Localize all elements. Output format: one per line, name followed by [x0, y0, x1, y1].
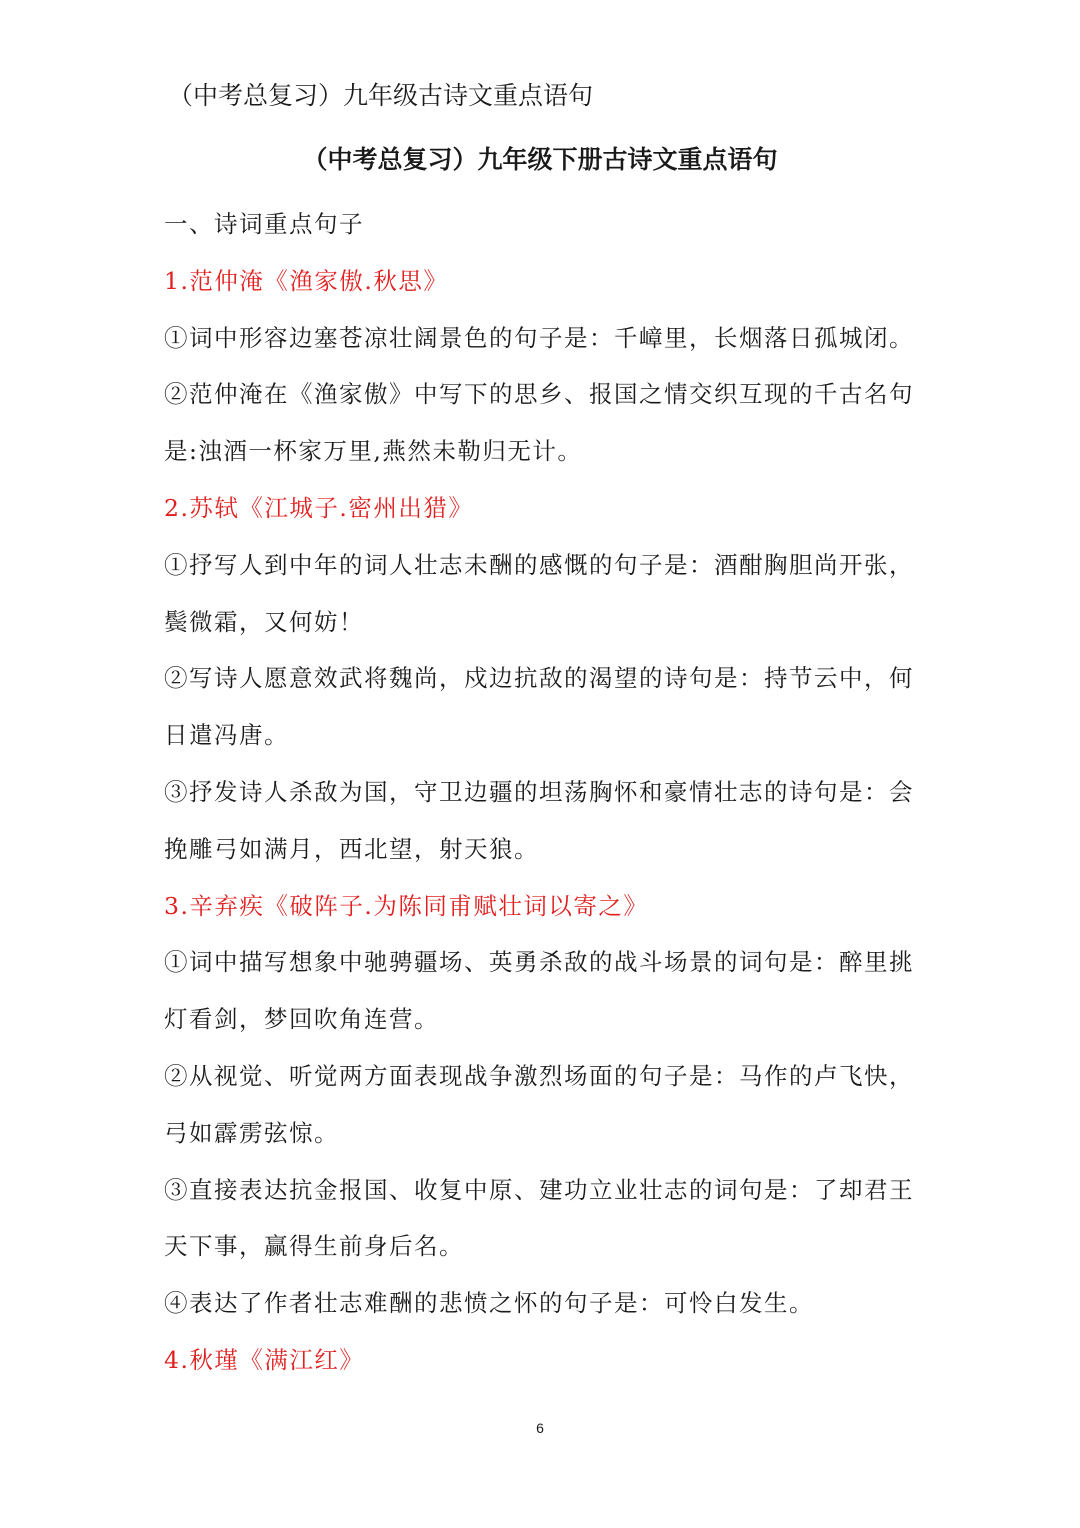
poem-line: 灯看剑，梦回吹角连营。	[164, 1005, 439, 1034]
poem-line: 日遣冯唐。	[164, 721, 289, 750]
poem-line: ③直接表达抗金报国、收复中原、建功立业壮志的词句是：了却君王	[164, 1175, 914, 1204]
document-body	[164, 196, 920, 1389]
poem-heading-3: 3.辛弃疾《破阵子.为陈同甫赋壮词以寄之》	[164, 891, 649, 920]
poem-line: 弓如霹雳弦惊。	[164, 1118, 339, 1147]
poem-line: ①抒写人到中年的词人壮志未酬的感慨的句子是：酒酣胸胆尚开张，	[164, 550, 914, 579]
poem-heading-4: 4.秋瑾《满江红》	[164, 1345, 365, 1374]
section-heading: 一、诗词重点句子	[164, 210, 364, 238]
poem-line: 天下事，赢得生前身后名。	[164, 1232, 464, 1261]
poem-line: ②写诗人愿意效武将魏尚，戍边抗敌的渴望的诗句是：持节云中，何	[164, 664, 914, 693]
poem-line: 挽雕弓如满月，西北望，射天狼。	[164, 834, 539, 863]
poem-line: ④表达了作者壮志难酬的悲愤之怀的句子是：可怜白发生。	[164, 1289, 814, 1318]
poem-line: ③抒发诗人杀敌为国，守卫边疆的坦荡胸怀和豪情壮志的诗句是：会	[164, 777, 914, 806]
document-header: （中考总复习）九年级古诗文重点语句	[168, 81, 594, 110]
poem-line: ②范仲淹在《渔家傲》中写下的思乡、报国之情交织互现的千古名句	[164, 380, 914, 409]
document-title: （中考总复习）九年级下册古诗文重点语句	[302, 145, 778, 174]
poem-line: ①词中形容边塞苍凉壮阔景色的句子是：千嶂里，长烟落日孤城闭。	[164, 323, 914, 352]
poem-line: ①词中描写想象中驰骋疆场、英勇杀敌的战斗场景的词句是：醉里挑	[164, 948, 914, 977]
poem-line: ②从视觉、听觉两方面表现战争激烈场面的句子是：马作的卢飞快，	[164, 1061, 914, 1090]
poem-line: 鬓微霜，又何妨！	[164, 607, 364, 636]
poem-heading-2: 2.苏轼《江城子.密州出猎》	[164, 493, 474, 522]
page-number: 6	[536, 1420, 544, 1436]
poem-heading-1: 1.范仲淹《渔家傲.秋思》	[164, 266, 449, 295]
poem-line: 是:浊酒一杯家万里,燕然未勒归无计。	[164, 437, 583, 466]
